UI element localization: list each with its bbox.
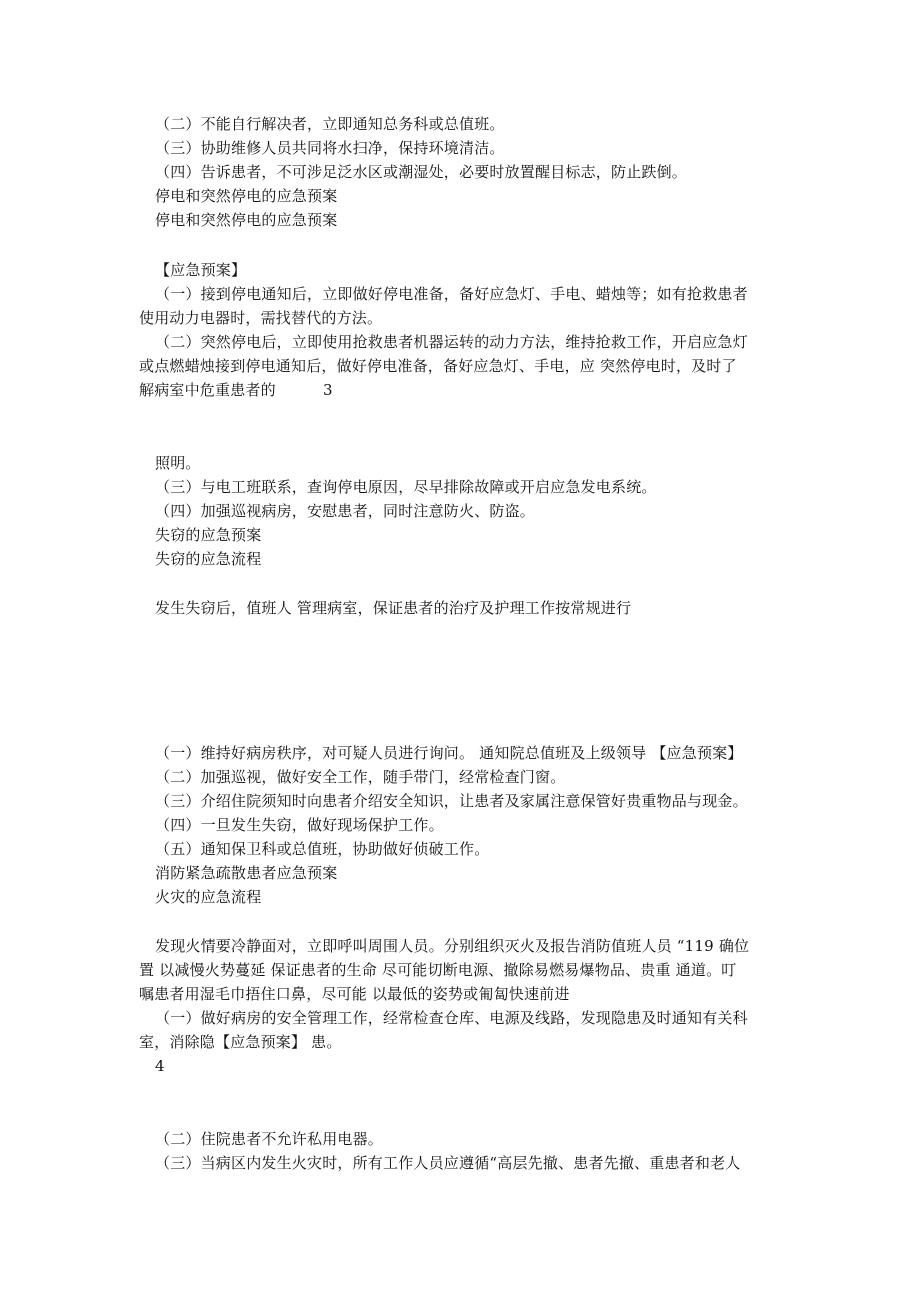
text-line: （四）一旦发生失窃，做好现场保护工作。: [155, 816, 444, 834]
text-line: （三）与电工班联系，查询停电原因，尽早排除故障或开启应急发电系统。: [155, 478, 657, 496]
text-line: 发现火情要冷静面对，立即呼叫周围人员。分别组织灭火及报告消防值班人员 “119 确位: [155, 937, 750, 955]
text-line: （三）当病区内发生火灾时，所有工作人员应遵循“高层先撤、患者先撤、重患者和老人: [155, 1154, 741, 1172]
section-heading: 消防紧急疏散患者应急预案: [155, 864, 338, 882]
text-line: （三）介绍住院须知时向患者介绍安全知识，让患者及家属注意保管好贵重物品与现金。: [155, 792, 748, 810]
section-heading: 停电和突然停电的应急预案: [155, 211, 338, 229]
text-line: （二）不能自行解决者，立即通知总务科或总值班。: [155, 115, 505, 133]
text-line: 置 以减慢火势蔓延 保证患者的生命 尽可能切断电源、撤除易燃易爆物品、贵重 通道。叮: [139, 961, 737, 979]
text-line: 照明。: [155, 454, 201, 472]
text-line: （二）突然停电后，立即使用抢救患者机器运转的动力方法，维持抢救工作，开启应急灯: [155, 333, 748, 351]
text-line: （二）加强巡视，做好安全工作，随手带门，经常检查门窗。: [155, 768, 566, 786]
section-heading: 火灾的应急流程: [155, 888, 262, 906]
text-line: 嘱患者用湿毛巾捂住口鼻，尽可能 以最低的姿势或匍匐快速前进: [139, 985, 570, 1003]
text-line: （四）加强巡视病房，安慰患者，同时注意防火、防盗。: [155, 502, 536, 520]
text-line: （三）协助维修人员共同将水扫净，保持环境清洁。: [155, 139, 505, 157]
text-line: 室，消除隐【应急预案】 患。: [139, 1033, 342, 1051]
text-line: 使用动力电器时，需找替代的方法。: [139, 309, 383, 327]
text-line: （二）住院患者不允许私用电器。: [155, 1130, 384, 1148]
section-heading: 失窃的应急流程: [155, 550, 262, 568]
section-heading: 停电和突然停电的应急预案: [155, 187, 338, 205]
page-number: 3: [323, 381, 333, 399]
subsection-heading: 【应急预案】: [155, 261, 247, 279]
section-heading: 失窃的应急预案: [155, 526, 262, 544]
text-line: （一）做好病房的安全管理工作，经常检查仓库、电源及线路，发现隐患及时通知有关科: [155, 1009, 748, 1027]
text-line: （五）通知保卫科或总值班，协助做好侦破工作。: [155, 840, 490, 858]
text-line: （一）接到停电通知后，立即做好停电准备，备好应急灯、手电、蜡烛等；如有抢救患者: [155, 285, 748, 303]
page-number: 4: [155, 1057, 165, 1075]
text-line: 解病室中危重患者的: [139, 381, 276, 399]
text-line: （一）维持好病房秩序，对可疑人员进行询问。 通知院总值班及上级领导 【应急预案】: [155, 744, 743, 762]
text-line: （四）告诉患者，不可涉足泛水区或潮湿处，必要时放置醒目标志，防止跌倒。: [155, 163, 688, 181]
text-line: 发生失窃后，值班人 管理病室，保证患者的治疗及护理工作按常规进行: [155, 599, 632, 617]
text-line: 或点燃蜡烛接到停电通知后，做好停电准备，备好应急灯、手电，应 突然停电时，及时了: [139, 357, 737, 375]
